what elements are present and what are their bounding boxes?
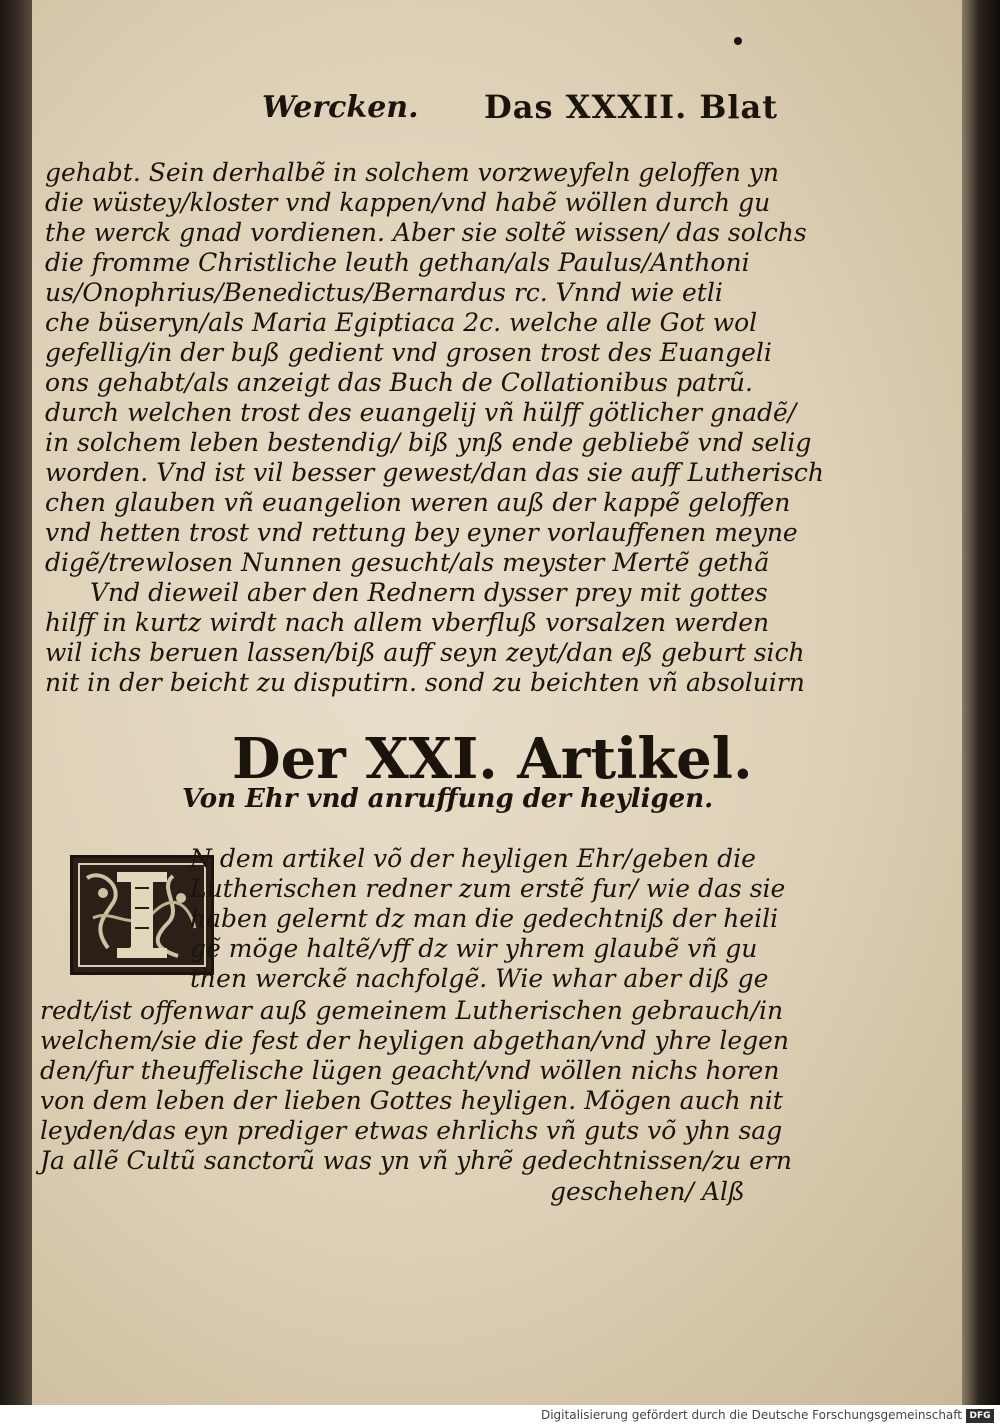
article-heading: Der XXI. Artikel. xyxy=(232,726,753,792)
scan-border-right xyxy=(962,0,1000,1405)
running-head-left: Wercken. xyxy=(262,90,419,125)
text-line: in solchem leben bestendig/ biß ynß ende gebliebẽ vnd selig xyxy=(45,428,812,457)
book-page xyxy=(32,0,962,1405)
funding-credit: Digitalisierung gefördert durch die Deutsche Forschungsgemeinschaft xyxy=(540,1408,962,1422)
text-line: gehabt. Sein derhalbẽ in solchem vorzweyfeln geloffen yn xyxy=(45,158,780,187)
text-line: chen glauben vñ euangelion weren auß der kappẽ geloffen xyxy=(45,488,791,517)
text-line: durch welchen trost des euangelij vñ hülff götlicher gnadẽ/ xyxy=(45,398,797,427)
article-subheading: Von Ehr vnd anruffung der heyligen. xyxy=(182,784,714,814)
text-line: Ja allẽ Cultũ sanctorũ was yn vñ yhrẽ gedechtnissen/zu ern xyxy=(40,1146,792,1175)
text-line: hilff in kurtz wirdt nach allem vberfluß vorsalzen werden xyxy=(45,608,770,637)
catchword: geschehen/ Alß xyxy=(550,1177,745,1206)
text-line: the werck gnad vordienen. Aber sie soltẽ wissen/ das solchs xyxy=(45,218,807,247)
running-head-folio: Das XXXII. Blat xyxy=(484,88,779,126)
text-line: ons gehabt/als anzeigt das Buch de Collationibus patrũ. xyxy=(45,368,753,397)
text-line: von dem leben der lieben Gottes heyligen. Mögen auch nit xyxy=(40,1086,783,1115)
text-line: die wüstey/kloster vnd kappen/vnd habẽ wöllen durch gu xyxy=(45,188,771,217)
text-line: redt/ist offenwar auß gemeinem Lutherischen gebrauch/in xyxy=(40,996,784,1025)
text-line: nit in der beicht zu disputirn. sond zu beichten vñ absoluirn xyxy=(45,668,805,697)
text-line: vnd hetten trost vnd rettung bey eyner vorlauffenen meyne xyxy=(45,518,798,547)
footer-bar xyxy=(0,1405,1000,1427)
text-line: worden. Vnd ist vil besser gewest/dan das sie auff Lutherisch xyxy=(45,458,825,487)
text-line: digẽ/trewlosen Nunnen gesucht/als meyster Mertẽ gethã xyxy=(45,548,770,577)
text-line: N dem artikel võ der heyligen Ehr/geben die xyxy=(190,844,756,873)
text-line: wil ichs beruen lassen/biß auff seyn zeyt/dan eß geburt sich xyxy=(45,638,805,667)
text-line: che büseryn/als Maria Egiptiaca 2c. welche alle Got wol xyxy=(45,308,758,337)
text-line: gefellig/in der buß gedient vnd grosen trost des Euangeli xyxy=(45,338,772,367)
ink-dot xyxy=(734,37,742,45)
text-line: us/Onophrius/Benedictus/Bernardus rc. Vnnd wie etli xyxy=(45,278,723,307)
scan-border-left xyxy=(0,0,32,1405)
text-line: Lutherischen redner zum erstẽ fur/ wie das sie xyxy=(190,874,786,903)
text-line: gẽ möge haltẽ/vff dz wir yhrem glaubẽ vñ gu xyxy=(190,934,758,963)
dfg-logo-icon: DFG xyxy=(966,1409,994,1423)
text-line: den/fur theuffelische lügen geacht/vnd wöllen nichs horen xyxy=(40,1056,780,1085)
text-line: welchem/sie die fest der heyligen abgethan/vnd yhre legen xyxy=(40,1026,790,1055)
text-line: haben gelernt dz man die gedechtniß der heili xyxy=(190,904,779,933)
text-line: Vnd dieweil aber den Rednern dysser prey mit gottes xyxy=(90,578,768,607)
text-line: die fromme Christliche leuth gethan/als Paulus/Anthoni xyxy=(45,248,750,277)
text-line: then werckẽ nachfolgẽ. Wie whar aber diß ge xyxy=(190,964,769,993)
text-line: leyden/das eyn prediger etwas ehrlichs vñ guts võ yhn sag xyxy=(40,1116,783,1145)
